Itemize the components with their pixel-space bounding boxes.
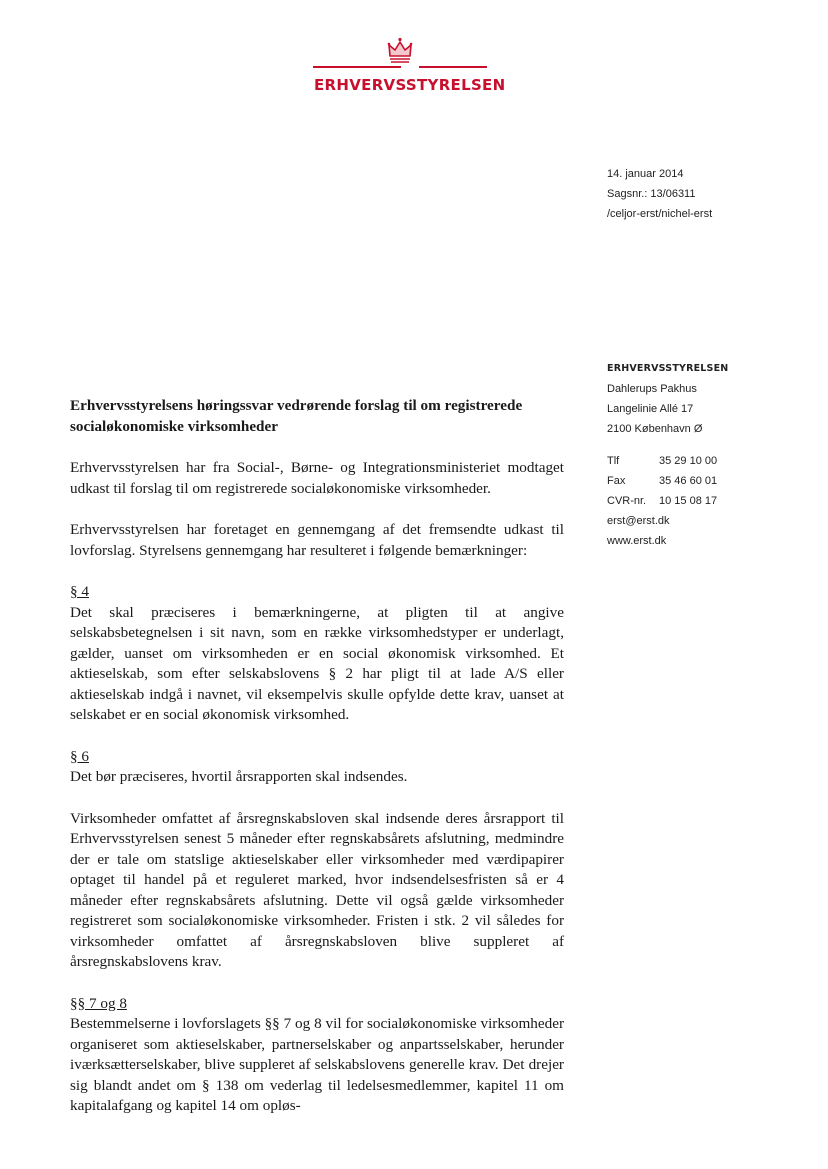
contact-label: Fax: [607, 475, 626, 487]
section-heading: § 4: [70, 583, 89, 600]
paragraph: Bestemmelserne i lovforslagets §§ 7 og 8 vil for socialøkonomiske virksomheder organiseret som aktieselskaber, partnerselskaber og anpartsselskaber, herunder iværksætterselskaber, blive suppleret af selskabslovens generelle krav. Det drejer sig blandt andet om § 138 om vederlag til ledelsesmedlemmer, kapitel 11 om kapitalafgang og kapitel 14 om opløs-: [70, 1015, 564, 1114]
paragraph: Det bør præciseres, hvortil årsrapporten skal indsendes.: [70, 768, 408, 785]
document-title: Erhvervsstyrelsens høringssvar vedrørende forslag til om registrerede socialøkonomiske virksomheder: [70, 397, 523, 435]
case-number: Sagsnr.: 13/06311: [607, 188, 696, 200]
contact-label: CVR-nr.: [607, 495, 647, 507]
contact-row-fax: [607, 471, 728, 491]
address-line: 2100 København Ø: [607, 423, 703, 435]
paragraph: Erhvervsstyrelsen har fra Social-, Børne- og Integrationsministeriet modtaget udkast til forslag til om registrerede socialøkonomiske virksomheder.: [70, 459, 564, 497]
contact-web[interactable]: www.erst.dk: [607, 535, 667, 547]
contact-value: 35 46 60 01: [659, 475, 718, 487]
crown-icon: [385, 36, 415, 66]
letter-meta: [607, 164, 712, 224]
logo-rule-left: [313, 66, 401, 68]
paragraph: Erhvervsstyrelsen har foretaget en gennemgang af det fremsendte udkast til lovforslag. Styrelsens gennemgang har resulteret i følgende bemærkninger:: [70, 521, 564, 559]
section-heading: § 6: [70, 747, 89, 765]
letter-date: 14. januar 2014: [607, 168, 684, 180]
letter-body: [70, 396, 564, 1138]
contact-label: Tlf: [607, 455, 620, 467]
contact-block: [607, 451, 728, 551]
contact-value: 10 15 08 17: [659, 495, 718, 507]
contact-row-cvr: [607, 491, 728, 511]
paragraph: Virksomheder omfattet af årsregnskabsloven skal indsende deres årsrapport til Erhvervsstyrelsen senest 5 måneder efter regnskabsårets afslutning, medmindre der er tale om statslige aktieselskaber eller virksomheder med værdipapirer optaget til handel på et reguleret marked, hvor indsendelsesfristen så er 4 måneder efter regnskabsårets afslutning. Dette vil også gælde virksomheder registreret som socialøkonomiske virksomheder. Fristen i stk. 2 vil således for virksomheder omfattet af årsregnskabsloven blive suppleret af årsregnskabslovens krav.: [70, 809, 564, 970]
paragraph: Det skal præciseres i bemærkningerne, at pligten til at angive selskabsbetegnelsen i sit navn, som en række virksomhedstyper er underlagt, gælder, uanset om virksomheden er en social økonomisk virksomhed. Et aktieselskab, som efter selskabslovens § 2 har pligt til at lade A/S eller aktieselskab indgå i navnet, vil eksempelvis skulle opfylde dette krav, uanset at selskabet er en social økonomisk virksomhed.: [70, 603, 564, 723]
logo-text: ERHVERVSSTYRELSEN: [314, 76, 506, 94]
reference: /celjor-erst/nichel-erst: [607, 208, 713, 220]
address-line: Dahlerups Pakhus: [607, 383, 697, 395]
contact-value: 35 29 10 00: [659, 455, 718, 467]
logo-rule-right: [419, 66, 487, 68]
address-org: ERHVERVSSTYRELSEN: [607, 363, 729, 374]
sender-address: [607, 359, 728, 551]
section-heading: §§ 7 og 8: [70, 994, 127, 1012]
contact-email[interactable]: erst@erst.dk: [607, 515, 670, 527]
address-line: Langelinie Allé 17: [607, 403, 694, 415]
contact-row-phone: [607, 451, 728, 471]
